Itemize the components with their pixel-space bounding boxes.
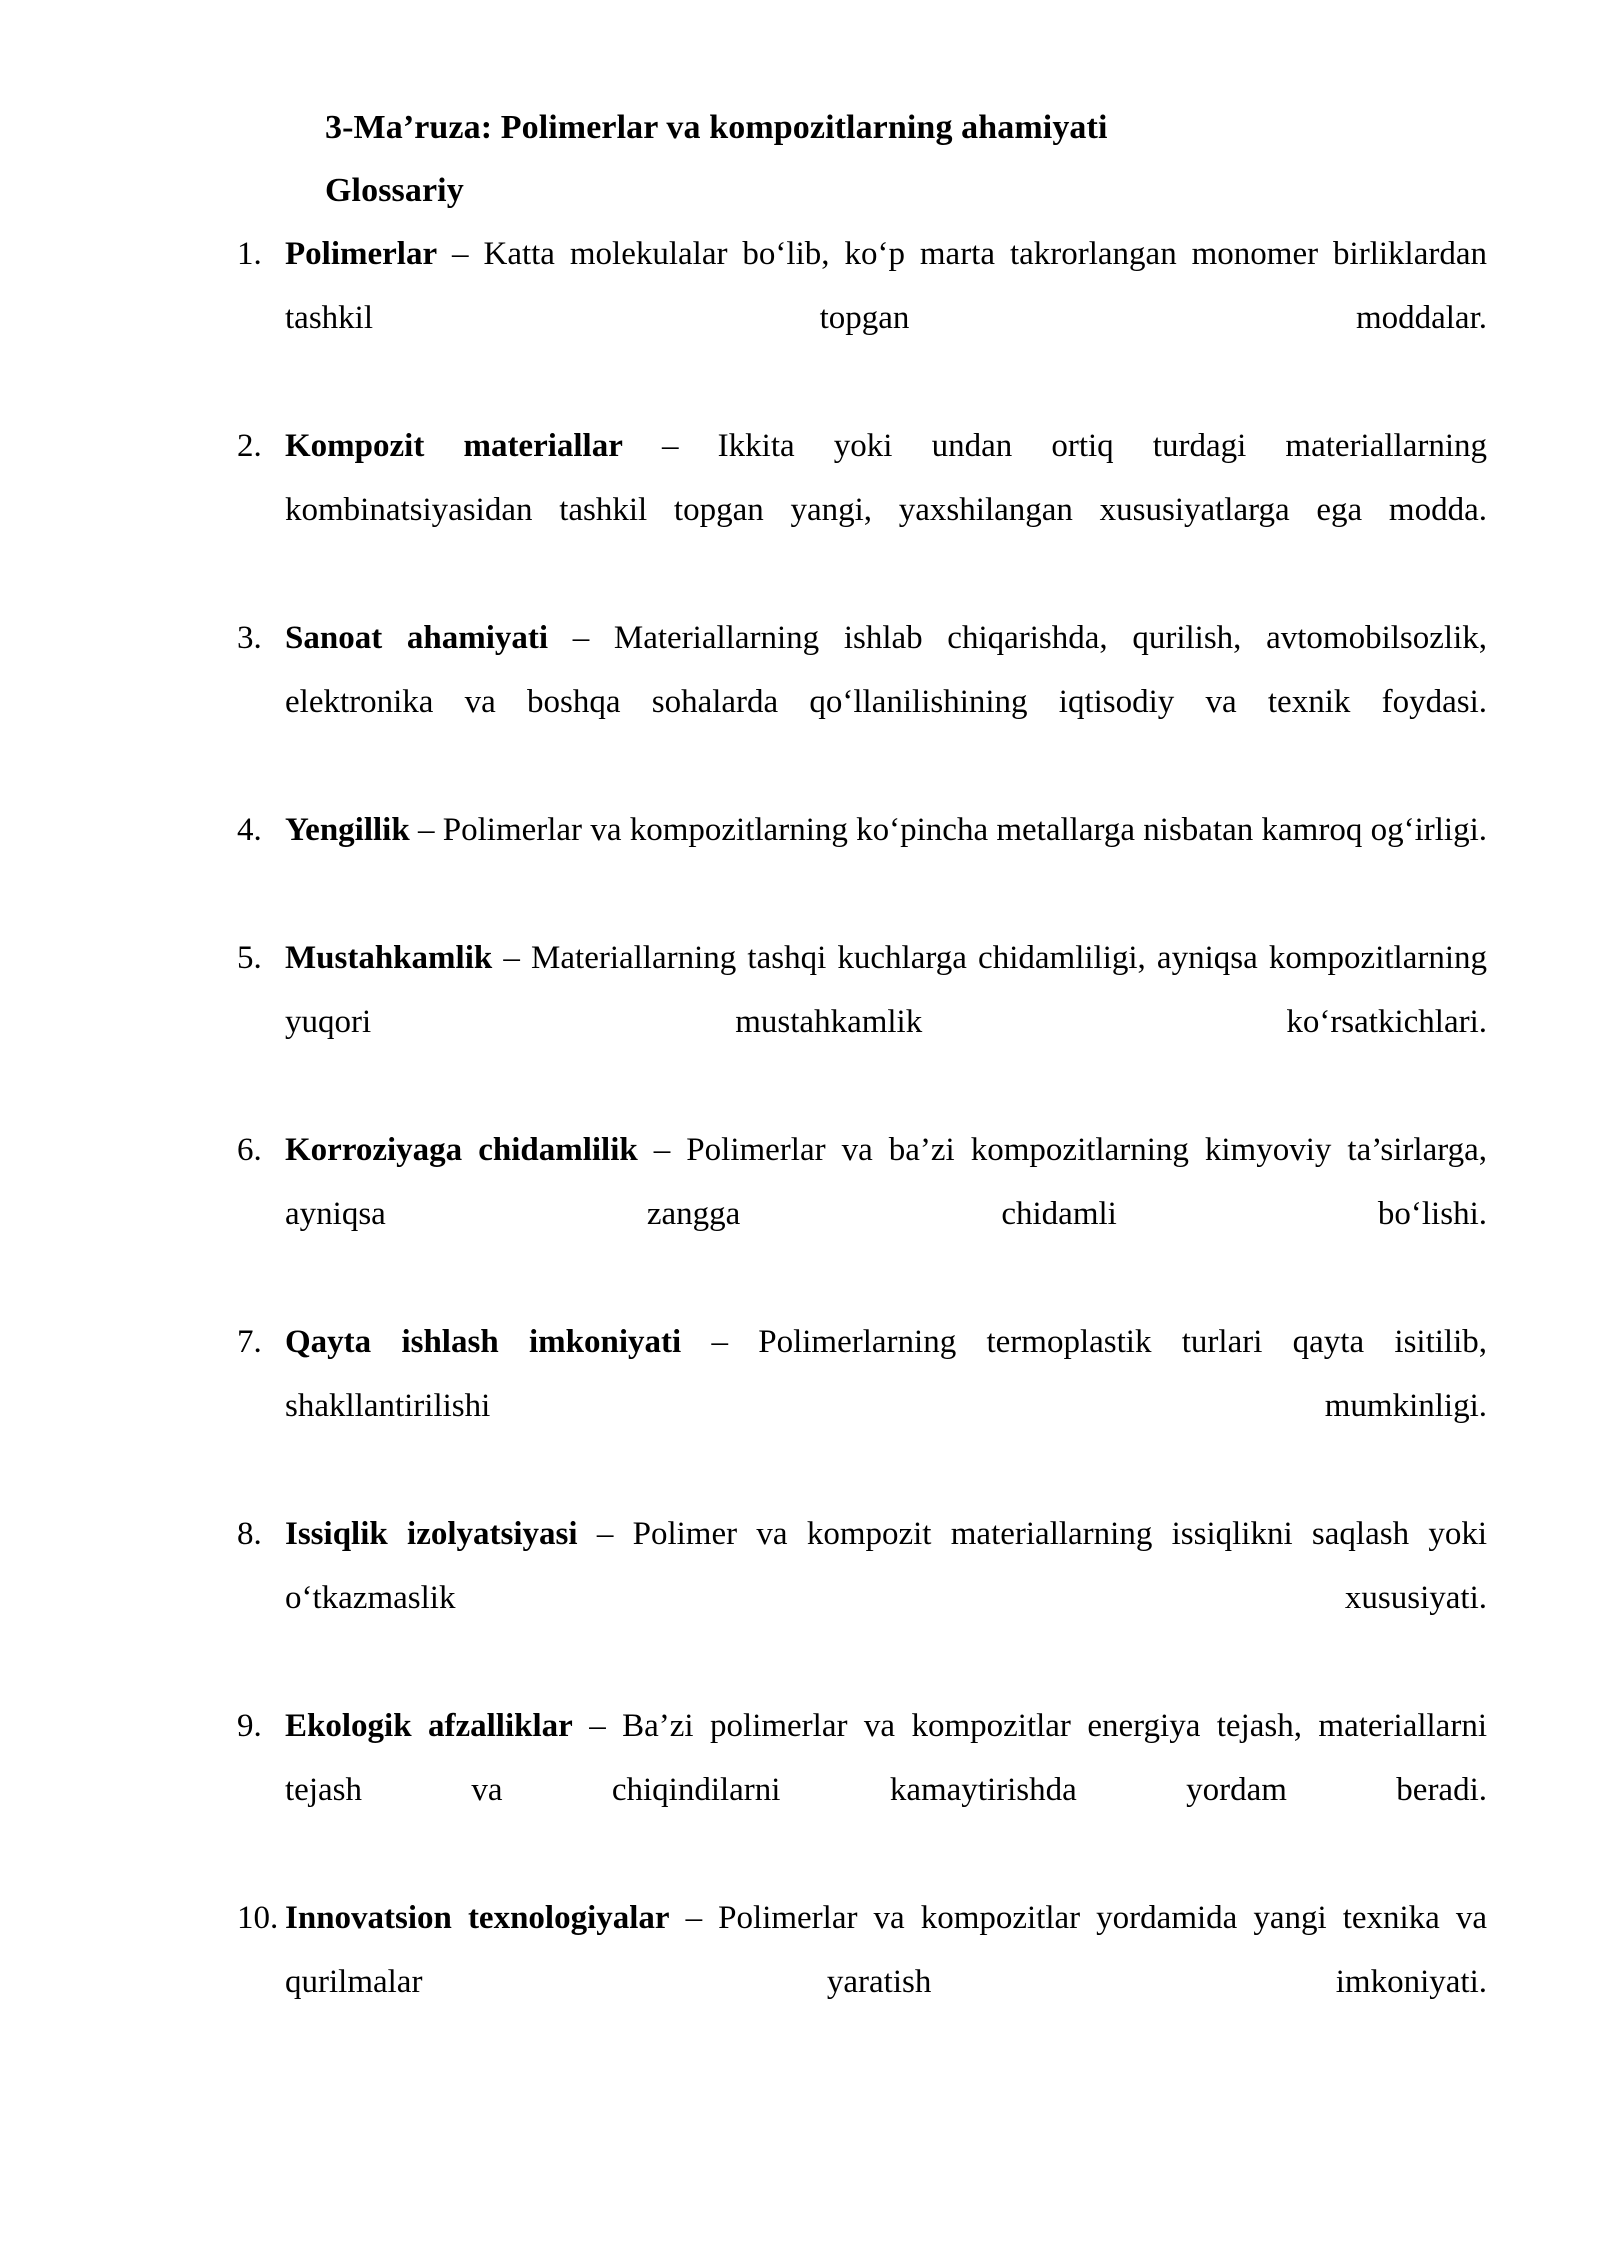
glossary-item xyxy=(237,926,1487,1118)
glossary-item-dash: – xyxy=(572,1708,623,1744)
glossary-item-body xyxy=(285,1886,1487,2078)
glossary-item-definition: Katta molekulalar bo‘lib, ko‘p marta takrorlangan monomer birliklardan tashkil topgan moddalar. xyxy=(285,236,1487,336)
glossary-item-dash: – xyxy=(548,620,614,656)
glossary-item xyxy=(237,606,1487,798)
glossary-item-definition: Polimerlarning termoplastik turlari qayta isitilib, shakllantirilishi mumkinligi. xyxy=(285,1324,1488,1424)
glossary-item xyxy=(237,1502,1487,1694)
glossary-item-body xyxy=(285,1694,1487,1886)
glossary-item xyxy=(237,222,1487,414)
glossary-item-body xyxy=(285,798,1487,926)
glossary-item-dash: – xyxy=(637,1132,687,1168)
glossary-item-term: Kompozit materiallar xyxy=(285,428,623,464)
document-content xyxy=(237,96,1487,2078)
glossary-item-definition: Polimerlar va kompozitlarning ko‘pincha metallarga nisbatan kamroq og‘irligi. xyxy=(442,812,1488,848)
glossary-item-definition: Ikkita yoki undan ortiq turdagi materiallarning kombinatsiyasidan tashkil topgan yangi, yaxshilangan xususiyatlarga ega modda. xyxy=(285,428,1487,528)
glossary-item-definition: Polimerlar va ba’zi kompozitlarning kimyoviy ta’sirlarga, ayniqsa zangga chidamli bo‘lishi. xyxy=(285,1132,1488,1232)
glossary-item-term: Ekologik afzalliklar xyxy=(285,1708,573,1744)
section-heading-glossariy: Glossariy xyxy=(325,172,464,209)
glossary-item-dash: – xyxy=(577,1516,633,1552)
glossary-item-dash: – xyxy=(669,1900,719,1936)
glossary-item xyxy=(237,414,1487,606)
glossary-item-body xyxy=(285,1310,1487,1502)
glossary-item-dash: – xyxy=(437,236,484,272)
glossary-item-dash: – xyxy=(492,940,532,976)
glossary-item-term: Yengillik xyxy=(285,812,410,848)
glossary-item xyxy=(237,1694,1487,1886)
glossary-item-number: 5. xyxy=(237,940,262,976)
glossary-item-term: Mustahkamlik xyxy=(285,940,493,976)
glossary-item-dash: – xyxy=(409,812,443,848)
glossary-item-number: 10. xyxy=(237,1900,279,1936)
glossary-item xyxy=(237,1118,1487,1310)
glossary-item-body xyxy=(285,1502,1487,1694)
glossary-item-term: Issiqlik izolyatsiyasi xyxy=(285,1516,578,1552)
glossary-item-body xyxy=(285,606,1487,798)
page-title: 3-Ma’ruza: Polimerlar va kompozitlarning ahamiyati xyxy=(325,109,1108,146)
glossary-item-term: Polimerlar xyxy=(285,236,438,272)
glossary-item-dash: – xyxy=(622,428,718,464)
glossary-item-term: Qayta ishlash imkoniyati xyxy=(285,1324,682,1360)
glossary-item-body xyxy=(285,222,1487,414)
glossary-item-term: Sanoat ahamiyati xyxy=(285,620,549,656)
glossary-item xyxy=(237,798,1487,926)
glossary-item xyxy=(237,1886,1487,2078)
glossary-item xyxy=(237,1310,1487,1502)
glossary-item-definition: Ba’zi polimerlar va kompozitlar energiya tejash, materiallarni tejash va chiqindilarni kamaytirishda yordam beradi. xyxy=(285,1708,1487,1808)
glossary-list xyxy=(237,222,1487,2078)
glossary-item-definition: Materiallarning tashqi kuchlarga chidamliligi, ayniqsa kompozitlarning yuqori mustahkamlik ko‘rsatkichlari. xyxy=(285,940,1488,1040)
glossary-item-term: Innovatsion texnologiyalar xyxy=(285,1900,670,1936)
glossary-item-definition: Polimer va kompozit materiallarning issiqlikni saqlash yoki o‘tkazmaslik xususiyati. xyxy=(285,1516,1488,1616)
glossary-item-body xyxy=(285,926,1487,1118)
glossary-item-number: 9. xyxy=(237,1708,262,1744)
glossary-item-term: Korroziyaga chidamlilik xyxy=(285,1132,638,1168)
glossary-item-body xyxy=(285,414,1487,606)
glossary-item-number: 7. xyxy=(237,1324,262,1360)
glossary-item-number: 4. xyxy=(237,812,262,848)
glossary-item-number: 8. xyxy=(237,1516,262,1552)
glossary-item-number: 1. xyxy=(237,236,262,272)
glossary-item-body xyxy=(285,1118,1487,1310)
glossary-item-number: 3. xyxy=(237,620,262,656)
glossary-item-definition: Materiallarning ishlab chiqarishda, qurilish, avtomobilsozlik, elektronika va boshqa sohalarda qo‘llanilishining iqtisodiy va texnik foydasi. xyxy=(285,620,1487,720)
glossary-item-number: 2. xyxy=(237,428,262,464)
glossary-item-dash: – xyxy=(681,1324,759,1360)
glossary-item-definition: Polimerlar va kompozitlar yordamida yangi texnika va qurilmalar yaratish imkoniyati. xyxy=(285,1900,1488,2000)
glossary-item-number: 6. xyxy=(237,1132,262,1168)
